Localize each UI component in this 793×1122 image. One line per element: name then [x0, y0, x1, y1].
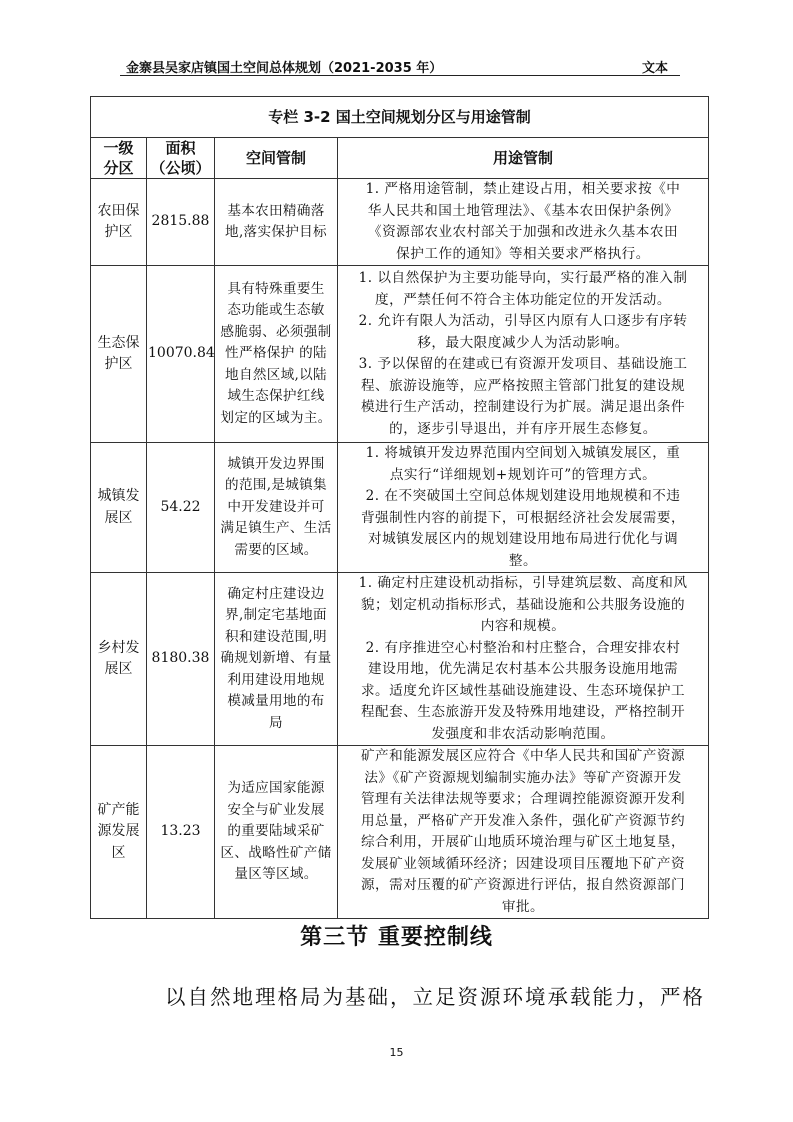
space-control-cell — [215, 573, 338, 746]
cell-line: 乡村发 — [97, 639, 140, 656]
cell-line: （公顷） — [150, 159, 211, 177]
cell-line: 保护工作的通知》等相关要求严格执行。 — [396, 245, 650, 262]
cell-line: 展区 — [104, 509, 133, 526]
cell-line: 满足镇生产、生活 — [220, 520, 332, 537]
cell-line: 局 — [269, 714, 283, 731]
cell-line: 需要的区域。 — [234, 541, 318, 558]
cell-line: 用途管制 — [493, 149, 554, 167]
table-row — [91, 573, 709, 746]
cell-line: 3. 予以保留的在建或已有资源开发项目、基础设施工 — [358, 356, 688, 372]
column-header — [338, 138, 709, 179]
cell-line: 华人民共和国土地管理法》、《基本农田保护条例》 — [367, 202, 679, 219]
cell-line: 1. 严格用途管制，禁止建设占用，相关要求按《中 — [365, 181, 681, 197]
cell-line: 源发展 — [97, 823, 140, 840]
cell-line: 护区 — [104, 224, 133, 240]
cell-line: 模进行生产活动，控制建设行为扩展。满足退出条件 — [360, 399, 686, 415]
body-paragraph: 以自然地理格局为基础，立足资源环境承载能力，严格 — [165, 985, 705, 1009]
zone-cell — [91, 746, 147, 919]
page-header — [120, 55, 680, 76]
table-row — [91, 746, 709, 919]
use-control-cell — [338, 573, 709, 746]
cell-line: 的，逐步引导退出，并有序开展生态修复。 — [389, 420, 657, 437]
cell-line: 面积 — [165, 139, 196, 157]
zone-cell — [91, 179, 147, 266]
cell-line: 1. 确定村庄建设机动指标，引导建筑层数、高度和风 — [358, 575, 688, 591]
cell-line: 地自然区域,以陆 — [225, 366, 327, 383]
cell-line: 界,制定宅基地面 — [225, 607, 327, 624]
cell-line: 综合利用，开展矿山地质环境治理与矿区土地复垦， — [360, 834, 686, 850]
column-header — [147, 138, 215, 179]
table-row — [91, 179, 709, 266]
cell-line: 2. 有序推进空心村整治和村庄整合，合理安排农村 — [365, 639, 681, 656]
cell-line: 域生态保护红线 — [227, 388, 325, 405]
area-cell: 2815.88 — [147, 179, 215, 266]
cell-line: 城镇开发边界围 — [227, 455, 325, 472]
cell-line: 性严格保护 的陆 — [225, 345, 327, 362]
cell-line: 程、旅游设施等，应严格按照主管部门批复的建设规 — [360, 377, 686, 394]
column-header — [91, 138, 147, 179]
cell-line: 确规划新增、有量 — [220, 650, 332, 667]
cell-line: 区、战略性矿产储 — [220, 844, 332, 861]
area-cell: 54.22 — [147, 443, 215, 573]
cell-line: 态功能或生态敏 — [227, 302, 325, 319]
table-row — [91, 443, 709, 573]
zoning-control-table — [90, 96, 709, 919]
cell-line: 展区 — [104, 661, 133, 677]
space-control-cell — [215, 266, 338, 443]
table-row — [91, 266, 709, 443]
cell-line: 确定村庄建设边 — [227, 585, 325, 602]
cell-line: 建设用地，优先满足农村基本公共服务设施用地需 — [367, 661, 679, 677]
cell-line: 管理有关法律法规等要求；合理调控能源资源开发利 — [360, 791, 686, 807]
zone-cell — [91, 573, 147, 746]
cell-line: 具有特殊重要生 — [227, 280, 325, 297]
cell-line: 内容和规模。 — [480, 618, 566, 634]
cell-line: 《资源部农业农村部关于加强和改进永久基本农田 — [367, 224, 679, 240]
cell-line: 分区 — [103, 159, 134, 177]
cell-line: 积和建设范围,明 — [225, 628, 327, 645]
cell-line: 源，需对压覆的矿产资源进行评估，报自然资源部门 — [360, 877, 686, 893]
cell-line: 农田保 — [97, 202, 140, 219]
cell-line: 划定的区域为主。 — [220, 409, 332, 426]
cell-line: 貌；划定机动指标形式，基础设施和公共服务设施的 — [360, 596, 686, 613]
cell-line: 1. 以自然保护为主要功能导向，实行最严格的准入制 — [358, 270, 688, 286]
cell-line: 区 — [111, 844, 126, 861]
page-number: 15 — [389, 1046, 404, 1059]
cell-line: 利用建设用地规 — [227, 671, 325, 688]
cell-line: 矿产能 — [97, 801, 140, 818]
use-control-cell — [338, 266, 709, 443]
cell-line: 法》《矿产资源规划编制实施办法》等矿产资源开发 — [364, 769, 682, 786]
cell-line: 审批。 — [501, 898, 545, 915]
cell-line: 生态保 — [97, 334, 140, 351]
use-control-cell — [338, 179, 709, 266]
cell-line: 护区 — [104, 356, 133, 372]
space-control-cell — [215, 179, 338, 266]
cell-line: 2. 允许有限人为活动，引导区内原有人口逐步有序转 — [358, 313, 688, 329]
cell-line: 度，严禁任何不符合主体功能定位的开发活动。 — [375, 291, 671, 308]
document-title: 金寨县吴家店镇国土空间总体规划（2021-2035 年） — [126, 61, 443, 76]
cell-line: 对城镇发展区内的规划建设用地布局进行优化与调 — [367, 531, 679, 547]
column-header — [215, 138, 338, 179]
cell-line: 点实行“详细规划+规划许可”的管理方式。 — [389, 466, 657, 483]
area-cell: 13.23 — [147, 746, 215, 919]
cell-line: 一级 — [103, 139, 134, 157]
cell-line: 城镇发 — [97, 488, 140, 504]
cell-line: 发展矿业领域循环经济；因建设项目压覆地下矿产资 — [360, 855, 686, 872]
cell-line: 安全与矿业发展 — [227, 801, 325, 818]
table-title: 专栏 3-2 国土空间规划分区与用途管制 — [91, 97, 709, 138]
cell-line: 模减量用地的布 — [227, 693, 325, 710]
cell-line: 程配套、生态旅游开发及特殊用地建设，严格控制开 — [360, 704, 686, 720]
zone-cell — [91, 266, 147, 443]
cell-line: 矿产和能源发展区应符合《中华人民共和国矿产资源 — [360, 748, 686, 764]
cell-line: 的重要陆域采矿 — [227, 823, 325, 840]
zone-cell — [91, 443, 147, 573]
cell-line: 发强度和非农活动影响范围。 — [431, 725, 615, 742]
cell-line: 为适应国家能源 — [227, 780, 325, 797]
cell-line: 中开发建设并可 — [227, 498, 325, 515]
cell-line: 移，最大限度减少人为活动影响。 — [417, 334, 629, 351]
cell-line: 空间管制 — [245, 149, 306, 167]
area-cell: 8180.38 — [147, 573, 215, 746]
section-heading: 第三节 重要控制线 — [300, 925, 493, 950]
cell-line: 基本农田精确落 — [227, 202, 325, 219]
cell-line: 量区等区域。 — [234, 866, 318, 883]
area-cell: 10070.84 — [147, 266, 215, 443]
use-control-cell — [338, 443, 709, 573]
space-control-cell — [215, 443, 338, 573]
cell-line: 背强制性内容的前提下，可根据经济社会发展需要， — [360, 509, 686, 526]
cell-line: 1. 将城镇开发边界范围内空间划入城镇发展区，重 — [365, 445, 681, 461]
cell-line: 求。适度允许区域性基础设施建设、生态环境保护工 — [360, 682, 686, 699]
cell-line: 感脆弱、必须强制 — [220, 323, 332, 340]
cell-line: 整。 — [508, 552, 538, 569]
space-control-cell — [215, 746, 338, 919]
cell-line: 2. 在不突破国土空间总体规划建设用地规模和不违 — [365, 488, 681, 504]
cell-line: 用总量，严格矿产开发准入条件，强化矿产资源节约 — [360, 812, 686, 829]
cell-line: 的范围,是城镇集 — [225, 477, 327, 494]
use-control-cell — [338, 746, 709, 919]
cell-line: 地,落实保护目标 — [225, 224, 327, 240]
document-section-label: 文本 — [641, 61, 668, 76]
